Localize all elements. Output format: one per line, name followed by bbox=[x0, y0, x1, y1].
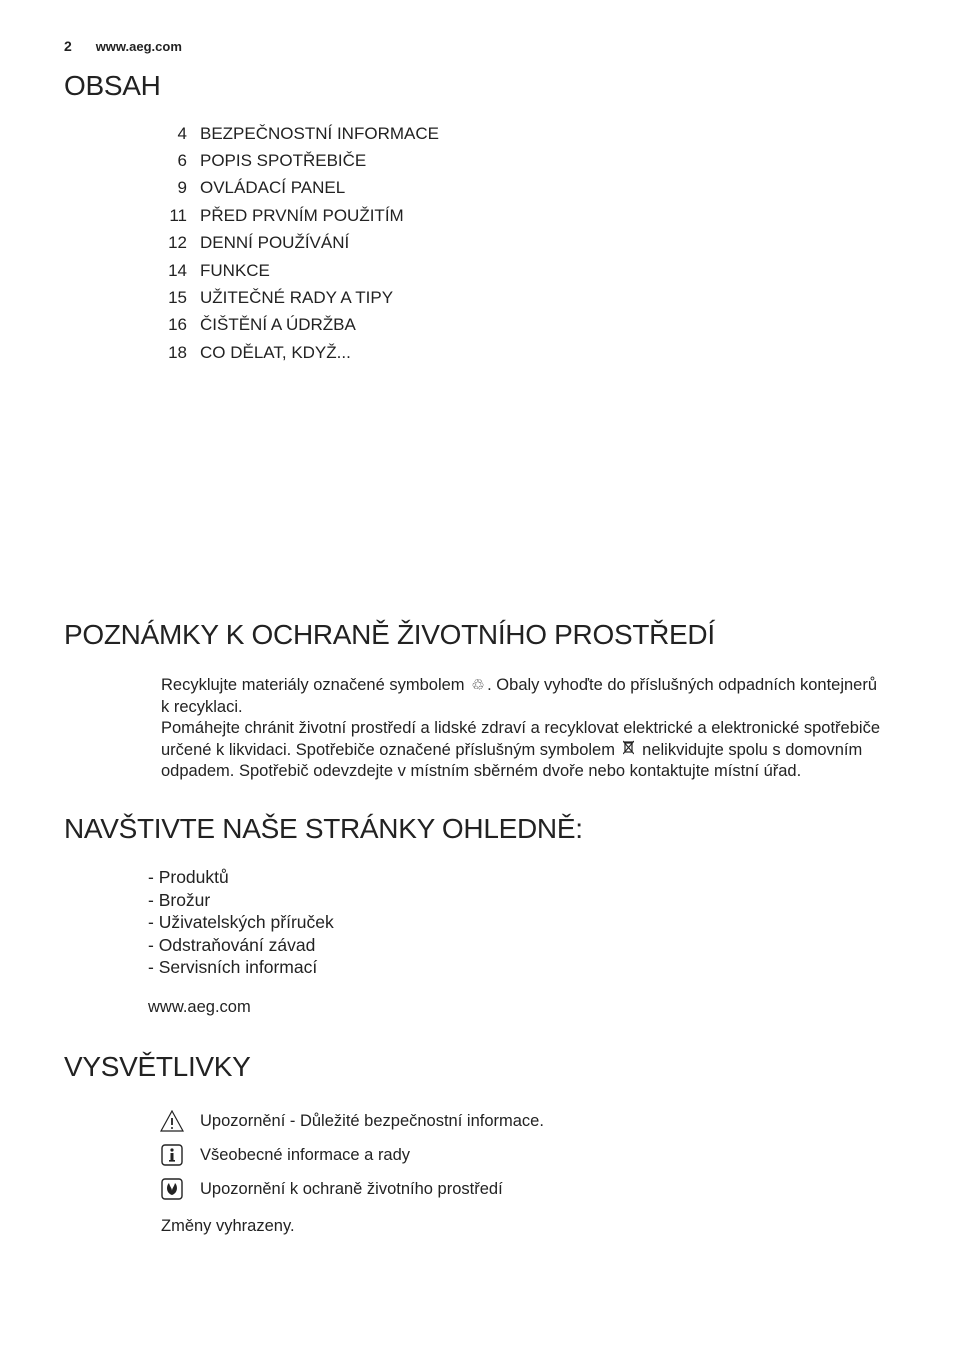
warning-icon bbox=[160, 1109, 184, 1133]
toc-label: BEZPEČNOSTNÍ INFORMACE bbox=[200, 123, 439, 143]
toc-page: 9 bbox=[177, 178, 187, 198]
list-item: - Odstraňování závad bbox=[148, 934, 316, 955]
recycle-paragraph bbox=[161, 675, 881, 718]
recycle-text-start: Recyklujte materiály označené symbolem bbox=[161, 676, 465, 694]
toc-label: OVLÁDACÍ PANEL bbox=[200, 178, 346, 198]
legend-item bbox=[160, 1172, 544, 1206]
toc-page: 16 bbox=[168, 315, 187, 335]
toc-label: POPIS SPOTŘEBIČE bbox=[200, 151, 367, 171]
toc-item[interactable] bbox=[160, 312, 439, 339]
table-of-contents bbox=[160, 120, 439, 367]
page-number: 2 bbox=[64, 38, 72, 54]
list-item: - Produktů bbox=[148, 867, 229, 887]
toc-page: 12 bbox=[168, 233, 187, 253]
toc-page: 14 bbox=[168, 260, 187, 280]
crossed-bin-icon bbox=[620, 740, 638, 762]
toc-label: UŽITEČNÉ RADY A TIPY bbox=[200, 288, 394, 308]
toc-item[interactable] bbox=[160, 230, 439, 257]
toc-page: 11 bbox=[169, 205, 187, 225]
toc-label: CO DĚLAT, KDYŽ... bbox=[200, 342, 351, 362]
legend-title: VYSVĚTLIVKY bbox=[64, 1051, 251, 1082]
list-item: - Brožur bbox=[148, 889, 211, 910]
toc-page: 4 bbox=[177, 123, 187, 143]
page-header bbox=[64, 38, 182, 54]
legend-item bbox=[160, 1138, 544, 1172]
toc-item[interactable] bbox=[160, 257, 439, 284]
visit-title: NAVŠTIVTE NAŠE STRÁNKY OHLEDNĚ: bbox=[64, 813, 583, 844]
toc-item[interactable] bbox=[160, 120, 439, 147]
leaf-icon bbox=[160, 1177, 184, 1201]
toc-item[interactable] bbox=[160, 284, 439, 311]
recycle-text-end: . Obaly vyhoďte do příslušných odpadních kontejnerů k recyklaci. bbox=[161, 676, 878, 716]
toc-label: DENNÍ POUŽÍVÁNÍ bbox=[200, 233, 350, 253]
disposal-paragraph bbox=[161, 718, 881, 783]
legend-list bbox=[160, 1104, 544, 1206]
environment-title: POZNÁMKY K OCHRANĚ ŽIVOTNÍHO PROSTŘEDÍ bbox=[64, 619, 715, 650]
toc-title: OBSAH bbox=[64, 70, 161, 101]
legend-label: Upozornění - Důležité bezpečnostní informace. bbox=[200, 1111, 544, 1130]
recycle-icon: ♲ bbox=[471, 677, 485, 694]
changes-note: Změny vyhrazeny. bbox=[161, 1217, 295, 1235]
legend-label: Upozornění k ochraně životního prostředí bbox=[200, 1179, 503, 1198]
toc-label: ČIŠTĚNÍ A ÚDRŽBA bbox=[200, 315, 356, 335]
toc-item[interactable] bbox=[160, 202, 439, 229]
legend-item bbox=[160, 1104, 544, 1138]
toc-item[interactable] bbox=[160, 175, 439, 202]
toc-label: PŘED PRVNÍM POUŽITÍM bbox=[200, 205, 404, 225]
disposal-text-start: Pomáhejte chránit životní prostředí a lidské zdraví a recyklovat elektrické a elektronické spotřebiče určené k likvidaci. Spotřebiče označené příslušným symbolem bbox=[161, 719, 880, 759]
list-item: - Uživatelských příruček bbox=[148, 912, 334, 933]
website-link[interactable]: www.aeg.com bbox=[148, 998, 251, 1016]
toc-label: FUNKCE bbox=[200, 260, 270, 280]
toc-page: 6 bbox=[177, 151, 187, 171]
environment-notes bbox=[161, 675, 881, 783]
toc-item[interactable] bbox=[160, 147, 439, 174]
toc-page: 15 bbox=[168, 288, 187, 308]
header-url[interactable]: www.aeg.com bbox=[95, 39, 182, 54]
disposal-text-end: nelikvidujte spolu s domovním odpadem. Spotřebič odevzdejte v místním sběrném dvoře nebo kontaktujte místní úřad. bbox=[161, 740, 863, 780]
toc-page: 18 bbox=[168, 342, 187, 362]
legend-label: Všeobecné informace a rady bbox=[200, 1145, 411, 1164]
info-icon bbox=[160, 1143, 184, 1167]
visit-list bbox=[148, 866, 334, 979]
list-item: - Servisních informací bbox=[148, 957, 318, 978]
toc-item[interactable] bbox=[160, 339, 439, 366]
